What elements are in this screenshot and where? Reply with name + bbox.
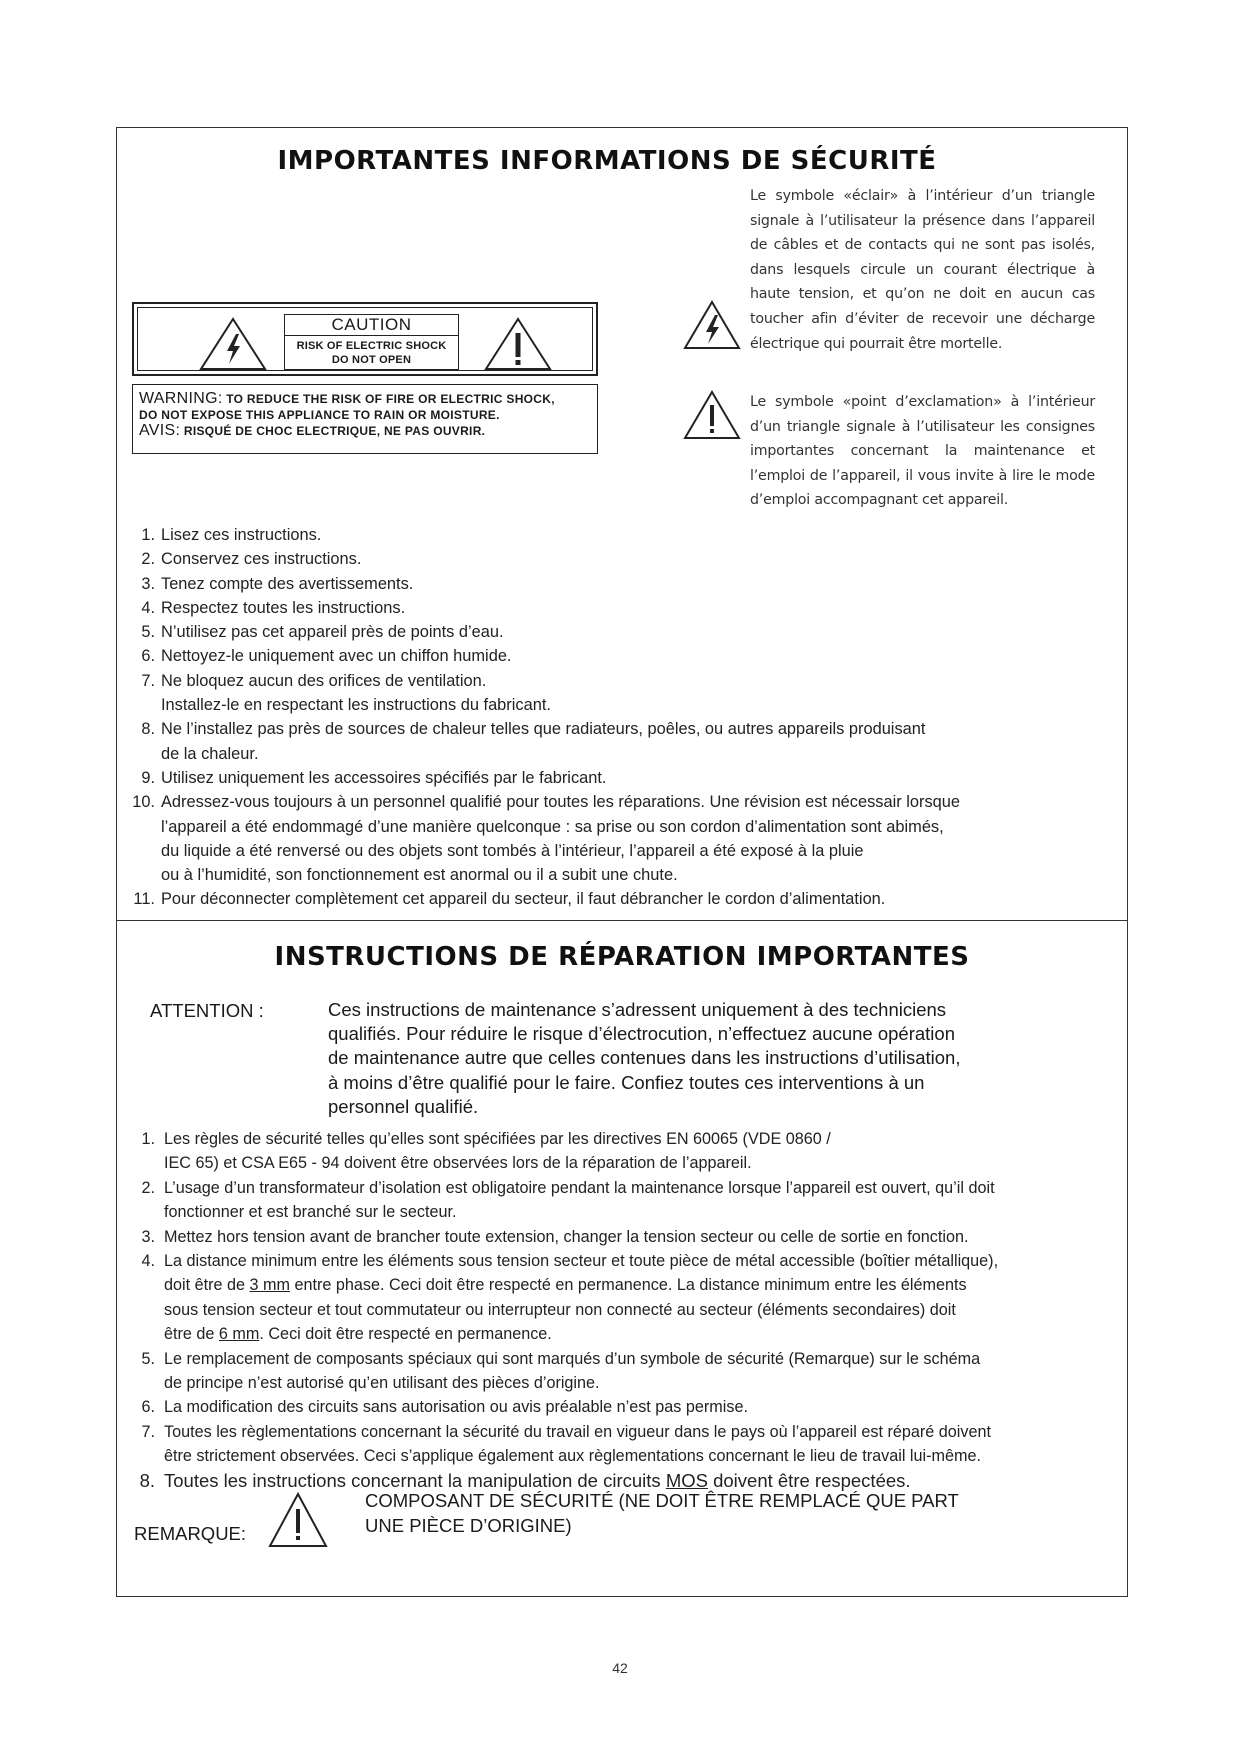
- caution-line2: DO NOT OPEN: [331, 354, 412, 366]
- list-item: 8. Ne l’installez pas près de sources de chaleur telles que radiateurs, poêles, ou autres appareils produisant: [141, 720, 926, 739]
- list-item: 7. Toutes les règlementations concernant la sécurité du travail en vigueur dans le pays où l’appareil est réparé doivent: [141, 1422, 991, 1441]
- list-item-continuation: ou à l’humidité, son fonctionnement est anormal ou il a subit une chute.: [161, 866, 678, 885]
- mos-term: MOS: [665, 1469, 708, 1491]
- safety-title: IMPORTANTES INFORMATIONS DE SÉCURITÉ: [277, 146, 937, 176]
- list-item-continuation: du liquide a été renversé ou des objets sont tombés à l’intérieur, l’appareil a été exposé à la pluie: [161, 841, 864, 860]
- list-item: 4. Respectez toutes les instructions.: [141, 598, 406, 617]
- caution-label: [132, 302, 598, 376]
- list-item-continuation: fonctionner et est branché sur le secteur.: [164, 1203, 457, 1222]
- warning-box: [132, 384, 598, 454]
- list-item: 1. Lisez ces instructions.: [141, 526, 322, 544]
- repair-title: INSTRUCTIONS DE RÉPARATION IMPORTANTES: [274, 942, 970, 972]
- list-item: 9. Utilisez uniquement les accessoires spécifiés par le fabricant.: [141, 768, 607, 787]
- caution-line1: RISK OF ELECTRIC SHOCK: [296, 340, 447, 352]
- list-item: 4. La distance minimum entre les éléments sous tension secteur et toute pièce de métal accessible (boîtier métallique),: [141, 1252, 999, 1271]
- warning-label: WARNING:: [139, 390, 223, 407]
- list-item: 11. Pour déconnecter complètement cet appareil du secteur, il faut débrancher le cordon d’alimentation.: [133, 890, 886, 909]
- page-frame: [116, 127, 1128, 1597]
- remark-label: REMARQUE:: [134, 1523, 247, 1544]
- list-item: 2. L’usage d’un transformateur d’isolation est obligatoire pendant la maintenance lorsque l’appareil est ouvert, qu’il doit: [141, 1178, 995, 1197]
- lightning-symbol-icon: [683, 300, 741, 350]
- avis-label: AVIS:: [139, 422, 181, 439]
- list-item-continuation: être strictement observées. Ceci s’applique également aux règlementations concernant le lieu de travail lui-même.: [164, 1447, 981, 1466]
- list-item: 10. Adressez-vous toujours à un personnel qualifié pour toutes les réparations. Une révision est nécessair lorsque: [132, 793, 961, 812]
- list-item: 2. Conservez ces instructions.: [141, 550, 362, 569]
- list-item: 8. Toutes les instructions concernant la manipulation de circuits MOS doivent être respectées.: [139, 1469, 911, 1491]
- attention-text: Ces instructions de maintenance s’adressent uniquement à des techniciens qualifiés. Pour réduire le risque d’électrocution, n’effectuez aucune opération de maintenance autre que celles contenues dans les instructions d’utilisation, à moins d’être qualifié pour le faire. Confiez toutes ces interventions à un personnel qualifié.: [328, 999, 961, 1117]
- exclamation-triangle-icon: [267, 1491, 329, 1549]
- list-item: 3. Mettez hors tension avant de brancher toute extension, changer la tension secteur ou celle de sortie en fonction.: [141, 1227, 969, 1246]
- list-item: 3. Tenez compte des avertissements.: [141, 574, 414, 593]
- list-item: 5. N’utilisez pas cet appareil près de points d’eau.: [141, 623, 504, 642]
- lightning-triangle-icon: [198, 316, 268, 372]
- exclamation-symbol-text: Le symbole «point d’exclamation» à l’intérieur d’un triangle signale à l’utilisateur les consignes importantes concernant la maintenance et l’emploi de l’appareil, il vous invite à lire le mode d’emploi accompagnant cet appareil.: [750, 394, 1095, 509]
- distance-3mm: 3 mm: [249, 1276, 290, 1295]
- section-divider: [117, 920, 1127, 921]
- list-item: 6. Nettoyez-le uniquement avec un chiffon humide.: [141, 647, 512, 666]
- list-item: 7. Ne bloquez aucun des orifices de ventilation.: [141, 671, 487, 690]
- list-item: 6. La modification des circuits sans autorisation ou avis préalable n’est pas permise.: [141, 1398, 748, 1417]
- safety-instructions-list: [131, 523, 1111, 912]
- list-item-continuation: sous tension secteur et tout commutateur ou interrupteur non connecté au secteur (éléments secondaires) doit: [164, 1300, 956, 1319]
- list-item-continuation: de principe n’est autorisé qu’en utilisant des pièces d’origine.: [164, 1374, 600, 1393]
- avis-text: RISQUÉ DE CHOC ELECTRIQUE, NE PAS OUVRIR.: [180, 424, 486, 438]
- warning-text2: DO NOT EXPOSE THIS APPLIANCE TO RAIN OR MOISTURE.: [139, 408, 500, 422]
- list-item-continuation: être de 6 mm. Ceci doit être respecté en permanence.: [164, 1325, 552, 1344]
- distance-6mm: 6 mm: [218, 1325, 260, 1344]
- exclamation-symbol-icon: [683, 390, 741, 440]
- list-item-continuation: de la chaleur.: [161, 744, 259, 763]
- remark-text: COMPOSANT DE SÉCURITÉ (NE DOIT ÊTRE REMPLACÉ QUE PART UNE PIÈCE D’ORIGINE): [365, 1490, 959, 1536]
- caution-title: CAUTION: [285, 315, 458, 336]
- warning-text1: TO REDUCE THE RISK OF FIRE OR ELECTRIC SHOCK,: [222, 392, 555, 406]
- repair-instructions-list: [131, 1127, 1121, 1493]
- list-item: 1. Les règles de sécurité telles qu’elles sont spécifiées par les directives EN 60065 (VDE 0860 /: [141, 1130, 831, 1148]
- list-item-continuation: IEC 65) et CSA E65 - 94 doivent être observées lors de la réparation de l’appareil.: [164, 1154, 752, 1173]
- page-number: 42: [612, 1660, 628, 1676]
- list-item-continuation: Installez-le en respectant les instructions du fabricant.: [161, 696, 551, 715]
- list-item: 5. Le remplacement de composants spéciaux qui sont marqués d’un symbole de sécurité (Remarque) sur le schéma: [141, 1349, 981, 1368]
- caution-panel: [284, 314, 459, 370]
- lightning-symbol-text: Le symbole «éclair» à l’intérieur d’un triangle signale à l’utilisateur la présence dans l’appareil de câbles et de contacts qui ne sont pas isolés, dans lesquels circule un courant électrique à haute tension, et qu’on ne doit en aucun cas toucher afin d’éviter de recevoir une décharge électrique qui pourrait être mortelle.: [750, 188, 1095, 352]
- list-item-continuation: l’appareil a été endommagé d’une manière quelconque : sa prise ou son cordon d’alimentation sont abimés,: [161, 817, 944, 836]
- list-item-continuation: doit être de 3 mm entre phase. Ceci doit être respecté en permanence. La distance minimum entre les éléments: [164, 1276, 967, 1295]
- exclamation-triangle-icon: [483, 316, 553, 372]
- attention-label: ATTENTION :: [150, 1000, 264, 1021]
